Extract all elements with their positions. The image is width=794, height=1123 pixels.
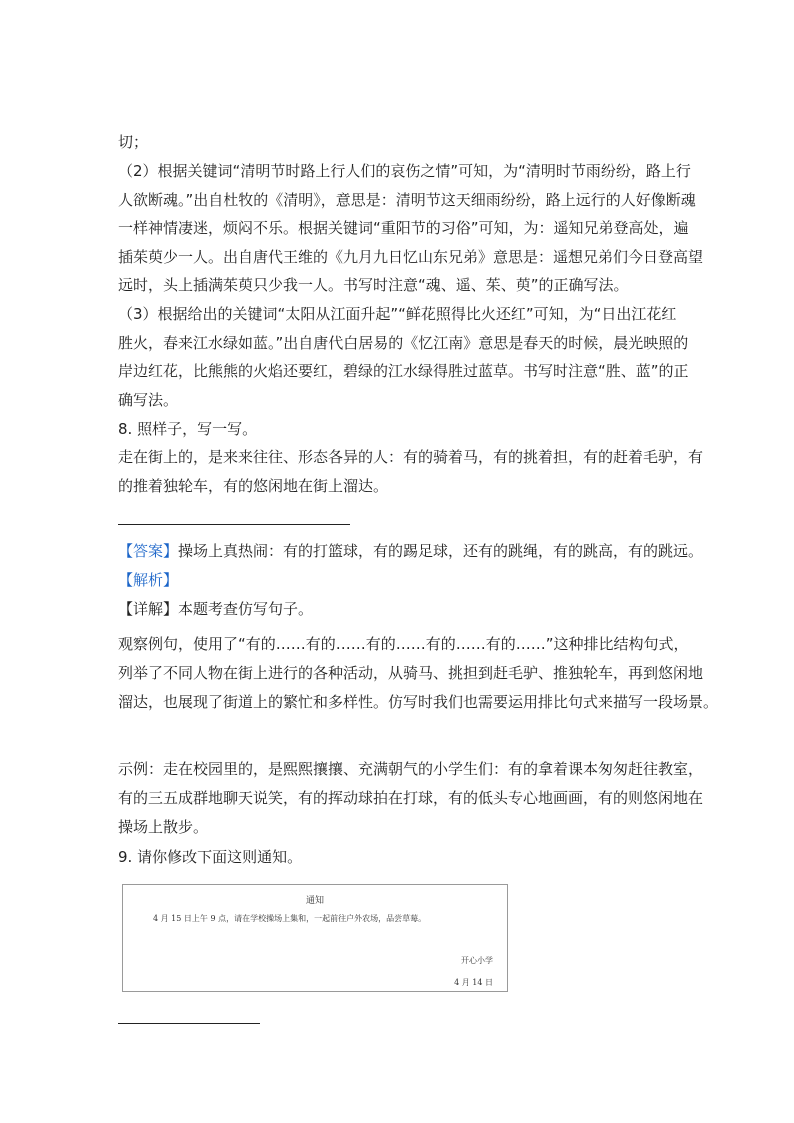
text-line: 有的三五成群地聊天说笑，有的挥动球拍在打球，有的低头专心地画画，有的则悠闲地在: [118, 789, 704, 807]
answer-blank-line: [118, 524, 350, 525]
text-line: 溜达，也展现了街道上的繁忙和多样性。仿写时我们也需要运用排比句式来描写一段场景。: [118, 693, 719, 711]
text-line: 观察例句，使用了“有的……有的……有的……有的……有的……”这种排比结构句式，: [118, 635, 689, 653]
detail-tag: 【详解】: [118, 600, 179, 618]
text-line: （2）根据关键词“清明节时路上行人们的哀伤之情”可知，为“清明时节雨纷纷，路上行: [118, 162, 691, 180]
detail-line: [118, 599, 688, 619]
answer-blank-line: [118, 1023, 260, 1024]
text-line: 插茱萸少一人。出自唐代王维的《九月九日忆山东兄弟》意思是：遥想兄弟们今日登高望: [118, 248, 704, 266]
notice-box: [122, 884, 508, 992]
text-line: 列举了不同人物在街上进行的各种活动，从骑马、挑担到赶毛驴、推独轮车，再到悠闲地: [118, 664, 704, 682]
text-line: （3）根据给出的关键词“太阳从江面升起”“鲜花照得比火还红”可知，为“日出江花红: [118, 305, 677, 323]
detail-text: 本题考查仿写句子。: [178, 600, 314, 618]
notice-school: 开心小学: [461, 956, 493, 965]
notice-body: 4 月 15 日上午 9 点，请在学校操场上集和，一起前往户外农场，品尝草莓。: [153, 914, 427, 923]
text-line: 远时，头上插满茱萸只少我一人。书写时注意“魂、遥、茱、萸”的正确写法。: [118, 276, 629, 294]
text-line: 人欲断魂。”出自杜牧的《清明》，意思是：清明节这天细雨纷纷，路上远行的人好像断魂: [118, 191, 696, 209]
analysis-tag: 【解析】: [118, 571, 179, 589]
question-9-title: 9. 请你修改下面这则通知。: [118, 848, 303, 866]
answer-line: [118, 541, 704, 561]
text-line: 的推着独轮车，有的悠闲地在街上溜达。: [118, 477, 389, 495]
text-line: 走在街上的，是来来往往、形态各异的人：有的骑着马，有的挑着担，有的赶着毛驴，有: [118, 448, 704, 466]
text-line: 操场上散步。: [118, 818, 209, 836]
notice-title: 通知: [305, 896, 324, 906]
text-line: 一样神情凄迷，烦闷不乐。根据关键词“重阳节的习俗”可知，为：遥知兄弟登高处，遍: [118, 219, 689, 237]
analysis-line: [118, 570, 688, 590]
answer-tag: 【答案】: [118, 542, 179, 560]
text-line: 胜火，春来江水绿如蓝。”出自唐代白居易的《忆江南》意思是春天的时候，晨光映照的: [118, 334, 689, 352]
text-line: 确写法。: [118, 391, 179, 409]
text-line: 示例：走在校园里的，是熙熙攘攘、充满朝气的小学生们：有的拿着课本匆匆赶往教室，: [118, 760, 704, 778]
text-line: 切；: [118, 133, 149, 151]
question-8-title: 8. 照样子，写一写。: [118, 420, 258, 438]
text-line: 岸边红花，比熊熊的火焰还要红，碧绿的江水绿得胜过蓝草。书写时注意“胜、蓝”的正: [118, 362, 689, 380]
answer-text: 操场上真热闹：有的打篮球，有的踢足球，还有的跳绳，有的跳高，有的跳远。: [178, 542, 704, 560]
notice-date: 4 月 14 日: [454, 978, 493, 987]
